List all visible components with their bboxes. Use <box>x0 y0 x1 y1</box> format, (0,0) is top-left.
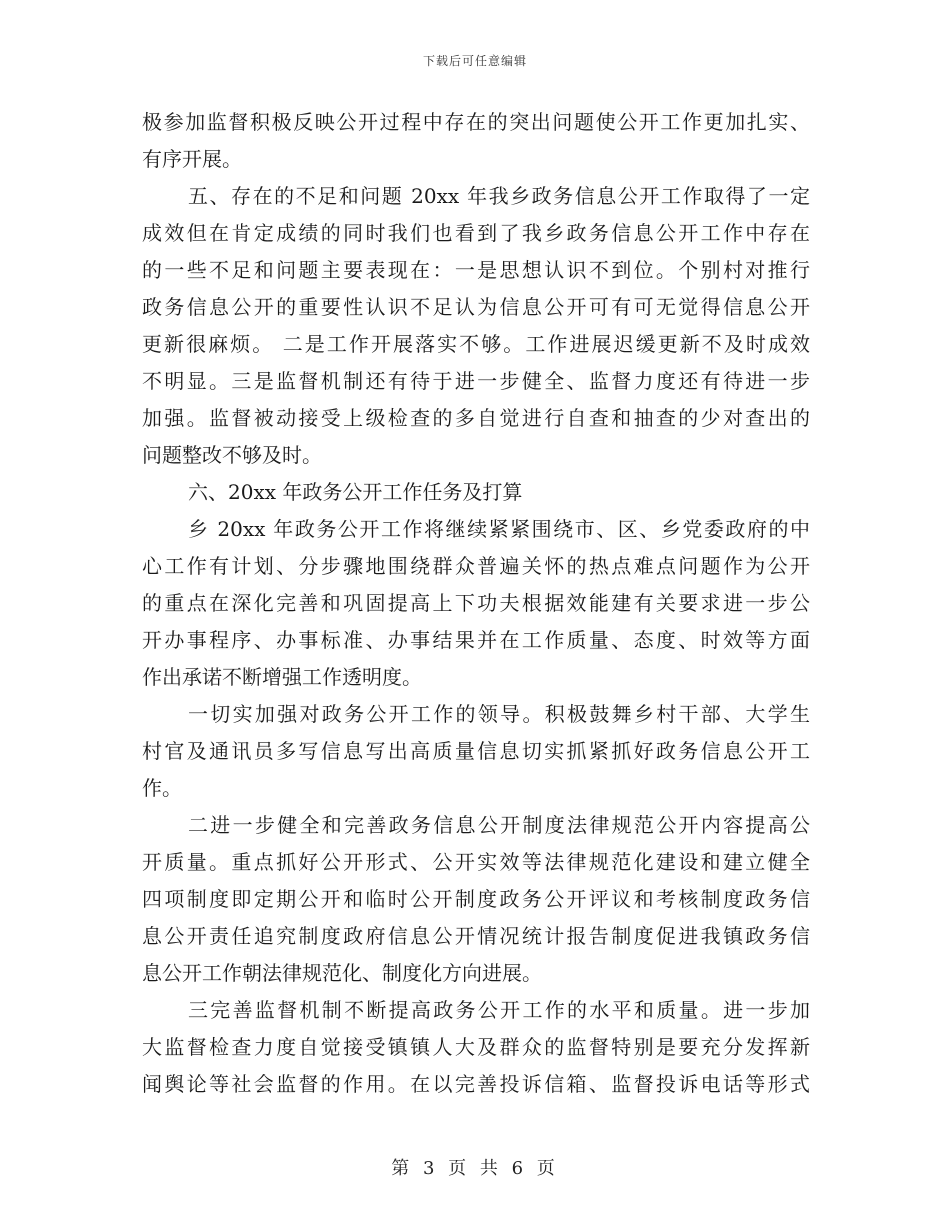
body-text-line: 一切实加强对政务公开工作的领导。积极鼓舞乡村干部、大学生 <box>188 702 810 726</box>
body-text-line: 六、20xx 年政务公开工作任务及打算 <box>188 480 523 504</box>
body-text-line: 不明显。三是监督机制还有待于进一步健全、监督力度还有待进一步 <box>142 369 810 393</box>
body-text-line: 成效但在肯定成绩的同时我们也看到了我乡政务信息公开工作中存在 <box>142 221 810 245</box>
document-body <box>142 104 810 1103</box>
body-text-line: 更新很麻烦。 二是工作开展落实不够。工作进展迟缓更新不及时成效 <box>142 332 810 356</box>
body-text-line: 心工作有计划、分步骤地围绕群众普遍关怀的热点难点问题作为公开 <box>142 554 810 578</box>
body-text-line: 加强。监督被动接受上级检查的多自觉进行自查和抽查的少对查出的 <box>142 406 810 430</box>
body-text-line: 乡 20xx 年政务公开工作将继续紧紧围绕市、区、乡党委政府的中 <box>188 517 810 541</box>
body-text-line: 息公开工作朝法律规范化、制度化方向进展。 <box>142 961 542 985</box>
body-text-line: 二进一步健全和完善政务信息公开制度法律规范公开内容提高公 <box>188 813 810 837</box>
body-text-line: 作出承诺不断增强工作透明度。 <box>142 665 422 689</box>
body-text-line: 闻舆论等社会监督的作用。在以完善投诉信箱、监督投诉电话等形式 <box>142 1072 810 1096</box>
body-text-line: 作。 <box>142 776 182 800</box>
body-text-line: 五、存在的不足和问题 20xx 年我乡政务信息公开工作取得了一定 <box>188 184 810 208</box>
page-header: 下载后可任意编辑 <box>422 54 527 68</box>
body-text-line: 四项制度即定期公开和临时公开制度政务公开评议和考核制度政务信 <box>142 887 810 911</box>
body-text-line: 极参加监督积极反映公开过程中存在的突出问题使公开工作更加扎实、 <box>142 110 810 134</box>
body-text-line: 三完善监督机制不断提高政务公开工作的水平和质量。进一步加 <box>188 998 810 1022</box>
body-text-line: 有序开展。 <box>142 147 242 171</box>
body-text-line: 息公开责任追究制度政府信息公开情况统计报告制度促进我镇政务信 <box>142 924 810 948</box>
body-text-line: 村官及通讯员多写信息写出高质量信息切实抓紧抓好政务信息公开工 <box>142 739 810 763</box>
body-text-line: 开质量。重点抓好公开形式、公开实效等法律规范化建设和建立健全 <box>142 850 810 874</box>
page-number-footer: 第 3 页 共 6 页 <box>391 1158 559 1179</box>
body-text-line: 的一些不足和问题主要表现在：一是思想认识不到位。个别村对推行 <box>142 258 810 282</box>
body-text-line: 问题整改不够及时。 <box>142 443 322 467</box>
body-text-line: 开办事程序、办事标准、办事结果并在工作质量、态度、时效等方面 <box>142 628 810 652</box>
body-text-line: 的重点在深化完善和巩固提高上下功夫根据效能建有关要求进一步公 <box>142 591 810 615</box>
body-text-line: 大监督检查力度自觉接受镇镇人大及群众的监督特别是要充分发挥新 <box>142 1035 810 1059</box>
body-text-line: 政务信息公开的重要性认识不足认为信息公开可有可无觉得信息公开 <box>142 295 810 319</box>
